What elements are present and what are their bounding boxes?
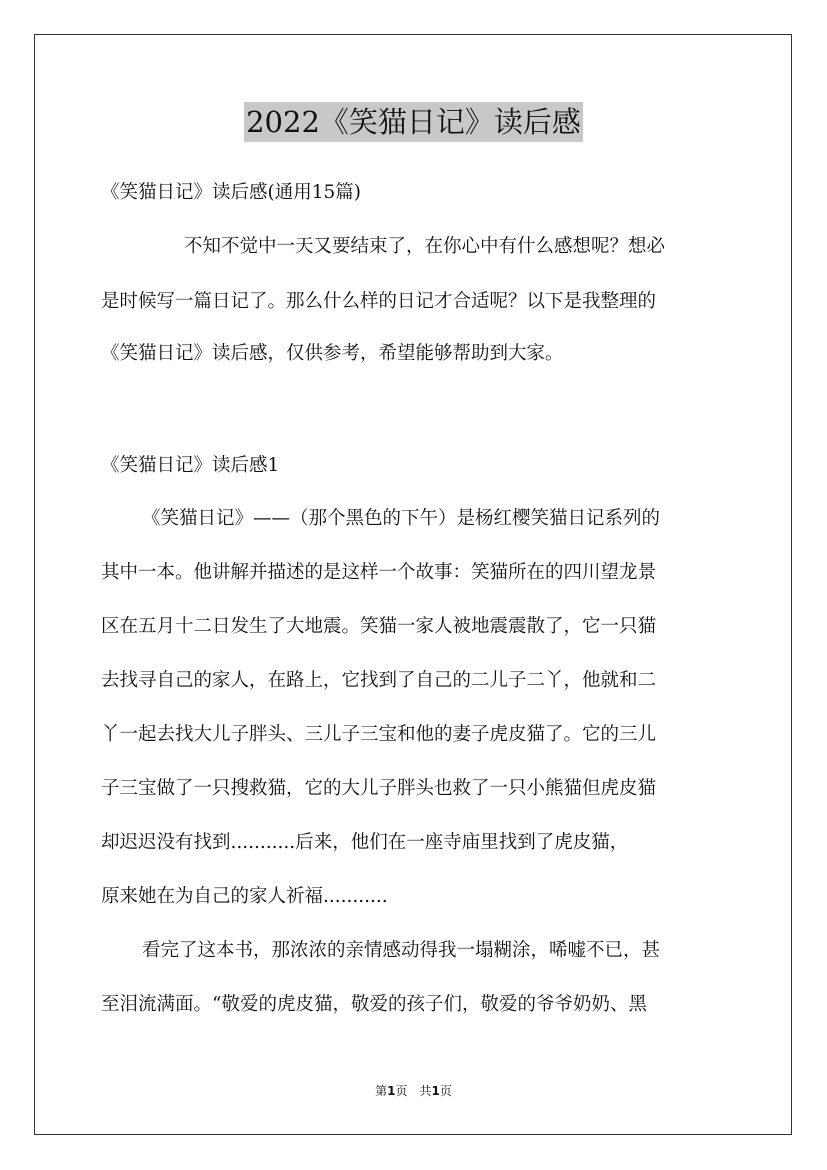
body-line: 其中一本。他讲解并描述的是这样一个故事：笑猫所在的四川望龙景 xyxy=(101,562,657,583)
body-line: 看完了这本书，那浓浓的亲情感动得我一塌糊涂，唏嘘不已，甚 xyxy=(142,940,661,961)
body-line: 区在五月十二日发生了大地震。笑猫一家人被地震震散了，它一只猫 xyxy=(101,616,657,637)
title-container xyxy=(0,102,827,142)
body-line: 子三宝做了一只搜救猫，它的大儿子胖头也救了一只小熊猫但虎皮猫 xyxy=(101,778,657,799)
body-line: 去找寻自己的家人，在路上，它找到了自己的二儿子二丫，他就和二 xyxy=(101,670,657,691)
footer-total-pages: 1 xyxy=(431,1084,440,1098)
footer-prefix: 第 xyxy=(375,1084,388,1098)
footer-mid: 页 共 xyxy=(395,1084,432,1098)
intro-line: 《笑猫日记》读后感，仅供参考，希望能够帮助到大家。 xyxy=(101,343,564,364)
body-line: 至泪流满面。“敬爱的虎皮猫，敬爱的孩子们，敬爱的爷爷奶奶、黑 xyxy=(101,994,647,1015)
document-title: 2022《笑猫日记》读后感 xyxy=(244,102,583,142)
intro-line: 不知不觉中一天又要结束了，在你心中有什么感想呢？想必 xyxy=(184,236,666,257)
body-line: 丫一起去找大儿子胖头、三儿子三宝和他的妻子虎皮猫了。它的三儿 xyxy=(101,724,657,745)
body-line: 《笑猫日记》——（那个黑色的下午）是杨红樱笑猫日记系列的 xyxy=(142,508,661,529)
page-footer xyxy=(0,1082,827,1099)
subtitle: 《笑猫日记》读后感(通用15篇) xyxy=(101,182,361,203)
body-line: 原来她在为自己的家人祈福........... xyxy=(101,886,388,907)
footer-suffix: 页 xyxy=(439,1084,452,1098)
intro-line: 是时候写一篇日记了。那么什么样的日记才合适呢？以下是我整理的 xyxy=(101,291,657,312)
section-heading: 《笑猫日记》读后感1 xyxy=(101,455,280,476)
body-line: 却迟迟没有找到...........后来，他们在一座寺庙里找到了虎皮猫， xyxy=(101,832,629,853)
footer-page-number: 1 xyxy=(387,1084,396,1098)
